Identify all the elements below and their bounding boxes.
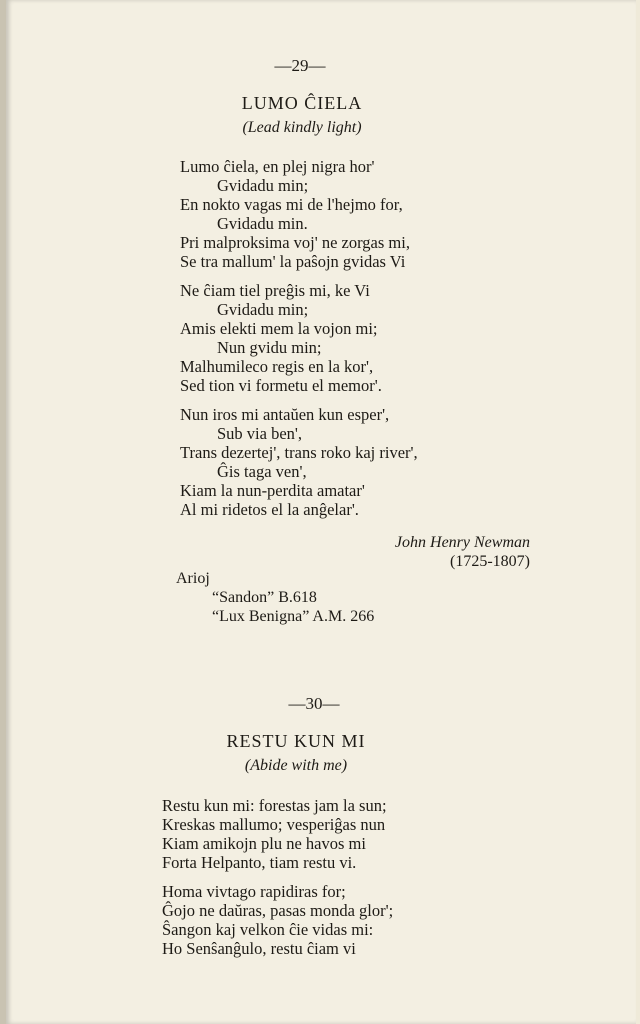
hymn-29-stanza-1 <box>180 157 418 271</box>
verse-line: Al mi ridetos el la anĝelar'. <box>180 500 359 519</box>
verse-line: Ne ĉiam tiel preĝis mi, ke Vi <box>180 281 370 300</box>
hymn-30-subtitle: (Abide with me) <box>244 757 348 774</box>
verse-line: En nokto vagas mi de l'hejmo for, <box>180 195 403 214</box>
verse-line: Trans dezertej', trans roko kaj river', <box>180 443 418 462</box>
tunes-label: Arioj <box>176 570 210 587</box>
verse-line: Gvidadu min; <box>217 176 309 195</box>
hymn-29-title: LUMO ĈIELA <box>241 93 363 113</box>
hymn-30-title: RESTU KUN MI <box>226 731 366 751</box>
hymn-30-stanza-2 <box>162 882 393 958</box>
verse-line: Kreskas mallumo; vesperiĝas nun <box>162 815 386 834</box>
page-number-29: —29— <box>274 56 326 75</box>
verse-line: Restu kun mi: forestas jam la sun; <box>162 796 387 815</box>
page-number-30: —30— <box>288 694 340 713</box>
book-page <box>6 0 636 1024</box>
verse-line: Kiam la nun-perdita amatar' <box>180 481 365 500</box>
verse-line: Ĝis taga ven', <box>217 462 307 481</box>
verse-line: Forta Helpanto, tiam restu vi. <box>162 853 357 872</box>
verse-line: Nun gvidu min; <box>217 338 322 357</box>
verse-line: Amis elekti mem la vojon mi; <box>180 319 378 338</box>
hymn-29-author: John Henry Newman <box>394 534 530 551</box>
verse-line: Homa vivtago rapidiras for; <box>162 882 346 901</box>
hymn-29-stanza-2 <box>180 281 418 395</box>
verse-line: Malhumileco regis en la kor', <box>180 357 374 376</box>
verse-line: Sub via ben', <box>217 424 303 443</box>
hymn-29-author-dates: (1725-1807) <box>450 553 530 570</box>
hymn-29-text <box>180 157 418 529</box>
tune-item: “Sandon” B.618 <box>212 589 317 606</box>
verse-line: Gvidadu min. <box>217 214 308 233</box>
verse-line: Se tra mallum' la paŝojn gvidas Vi <box>180 252 406 271</box>
verse-line: Pri malproksima voj' ne zorgas mi, <box>180 233 410 252</box>
verse-line: Sed tion vi formetu el memor'. <box>180 376 382 395</box>
hymn-30-text <box>162 796 393 968</box>
verse-line: Lumo ĉiela, en plej nigra hor' <box>180 157 375 176</box>
verse-line: Ho Senŝanĝulo, restu ĉiam vi <box>162 939 356 958</box>
verse-line: Ĝojo ne daŭras, pasas monda glor'; <box>162 901 394 920</box>
verse-line: Gvidadu min; <box>217 300 309 319</box>
hymn-29-subtitle: (Lead kindly light) <box>242 119 362 136</box>
verse-line: Kiam amikojn plu ne havos mi <box>162 834 366 853</box>
verse-line: Ŝangon kaj velkon ĉie vidas mi: <box>162 920 374 939</box>
verse-line: Nun iros mi antaŭen kun esper', <box>180 405 390 424</box>
hymn-29-tunes <box>176 570 374 626</box>
hymn-29-stanza-3 <box>180 405 418 519</box>
hymn-30-stanza-1 <box>162 796 393 872</box>
tune-item: “Lux Benigna” A.M. 266 <box>212 608 375 625</box>
